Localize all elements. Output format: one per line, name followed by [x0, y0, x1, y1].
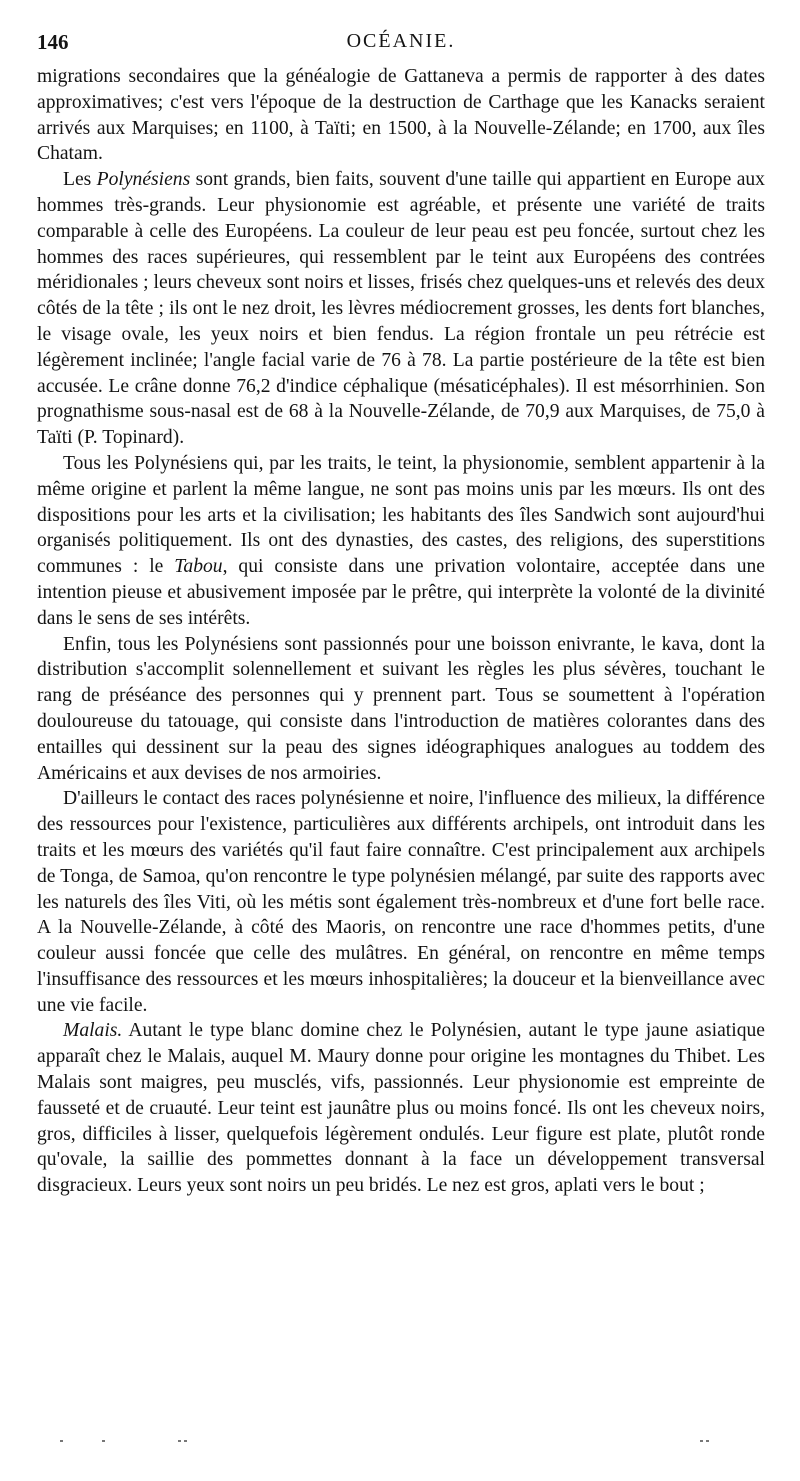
running-title: OCÉANIE.: [346, 30, 456, 52]
paragraph-text: Tous les Polynésiens qui, par les traits, le teint, la physionomie, semblent appartenir à la même origine et parlent la même langue, ne sont pas moins unis par les mœurs. Ils ont des dispositions pour les arts et la civilisation; les habitants des îles Sandwich sont aujourd'hui organisés politiquement. Ils ont des dynasties, des castes, des religions, des superstitions communes : le: [37, 452, 765, 578]
book-page: [37, 30, 765, 1199]
italic-term-tabou: Tabou: [174, 556, 223, 578]
paragraph-text: Enfin, tous les Polynésiens sont passionnés pour une boisson enivrante, le kava, dont la distribution s'accomplit solennellement et suivant les règles les plus sévères, touchant le rang de préséance des personnes qui y prennent part. Tous se soumettent à l'opération douloureuse du tatouage, qui consiste dans l'introduction de matières colorantes dans des entailles qui dessinent sur la peau des signes idéographiques analogues au toddem des Américains et aux devises de nos armoiries.: [37, 633, 765, 784]
body-text: [37, 64, 765, 1199]
italic-term-polynesiens: Polynésiens: [96, 169, 191, 191]
scan-speck: [178, 1440, 181, 1442]
scan-speck: [706, 1440, 709, 1442]
scan-speck: [102, 1440, 105, 1442]
scan-specks: [60, 1440, 740, 1448]
scan-speck: [184, 1440, 187, 1442]
italic-term-malais: Malais.: [63, 1020, 123, 1042]
paragraph-continuation: [37, 64, 765, 167]
scan-speck: [60, 1440, 63, 1442]
paragraph-melange: [37, 786, 765, 1018]
paragraph-tail: , qui consiste dans une privation volontaire, acceptée dans une intention pieuse et abusivement imposée par le prêtre, qui interprète la volonté de la divinité dans le sens de ses intérêts.: [37, 556, 765, 629]
paragraph-malais: [37, 1018, 765, 1199]
paragraph-polynesiens: [37, 167, 765, 451]
paragraph-text: migrations secondaires que la généalogie de Gattaneva a permis de rapporter à des dates approximatives; c'est vers l'époque de la destruction de Carthage que les Kanacks seraient arrivés aux Marquises; en 1100, à Taïti; en 1500, à la Nouvelle-Zélande; en 1700, aux îles Chatam.: [37, 66, 765, 165]
paragraph-kava: [37, 632, 765, 787]
page-number: 146: [37, 30, 69, 54]
paragraph-lead: Les: [63, 169, 97, 191]
paragraph-text: Autant le type blanc domine chez le Polynésien, autant le type jaune asiatique apparaît chez le Malais, auquel M. Maury donne pour origine les montagnes du Thibet. Les Malais sont maigres, peu musclés, vifs, passionnés. Leur physionomie est empreinte de fausseté et de cruauté. Leur teint est jaunâtre plus ou moins foncé. Ils ont les cheveux noirs, gros, difficiles à lisser, quelquefois légèrement ondulés. Leur figure est plate, plutôt ronde qu'ovale, la saillie des pommettes donnant à la face un développement transversal disgracieux. Leurs yeux sont noirs un peu bridés. Le nez est gros, aplati vers le bout ;: [37, 1020, 765, 1197]
paragraph-moeurs: [37, 451, 765, 632]
paragraph-text: D'ailleurs le contact des races polynésienne et noire, l'influence des milieux, la différence des ressources pour l'existence, particulières aux différents archipels, ont introduit dans les traits et les mœurs des variétés qu'il faut faire connaître. C'est principalement aux archipels de Tonga, de Samoa, qu'on rencontre le type polynésien mélangé, par suite des rapports avec les naturels des îles Viti, où les métis sont également très-nombreux et d'une fort belle race. A la Nouvelle-Zélande, à côté des Maoris, on rencontre une race d'hommes petits, d'une couleur aussi foncée que celle des mulâtres. En général, on rencontre en même temps l'insuffisance des ressources et les mœurs inhospitalières; la douceur et la bienveillance avec une vie facile.: [37, 788, 765, 1016]
scan-speck: [700, 1440, 703, 1442]
paragraph-text: sont grands, bien faits, souvent d'une taille qui appartient en Europe aux hommes très-grands. Leur physionomie est agréable, et présente une variété de traits comparable à celle des Européens. La couleur de leur peau est peu foncée, surtout chez les hommes des races supérieures, qui ressemblent par le teint aux Européens des contrées méridionales ; leurs cheveux sont noirs et lisses, frisés chez quelques-uns et relevés des deux côtés de la tête ; ils ont le nez droit, les lèvres médiocrement grosses, les dents fort blanches, le visage ovale, les yeux noirs et bien fendus. La région frontale un peu rétrécie est légèrement inclinée; l'angle facial varie de 76 à 78. La partie postérieure de la tête est bien accusée. Le crâne donne 76,2 d'indice céphalique (mésaticéphales). Il est mésorrhinien. Son prognathisme sous-nasal est de 68 à la Nouvelle-Zélande, de 70,9 aux Marquises, de 75,0 à Taïti (P. Topinard).: [37, 169, 765, 449]
page-header: [37, 30, 765, 58]
